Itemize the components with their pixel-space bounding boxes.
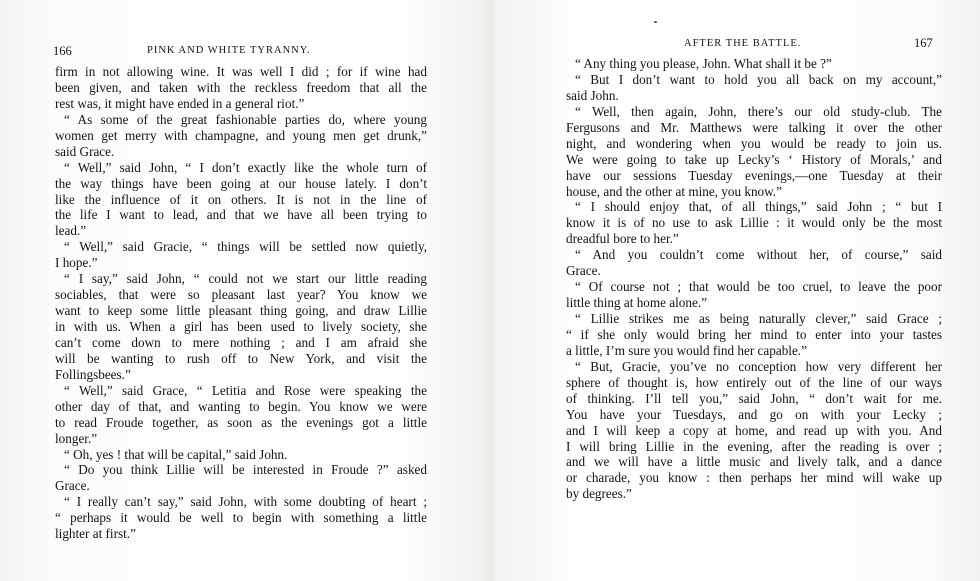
text-line: sphere of thought is, how entirely out of the line of our ways: [566, 374, 942, 390]
text-line: “ And you couldn’t come without her, of course,” said: [575, 247, 942, 263]
text-line: “ Well,” said John, “ I don’t exactly like the whole turn of: [64, 159, 427, 175]
text-line: “ Well,” said Grace, “ Letitia and Rose were speaking the: [64, 382, 427, 398]
text-line: “ Of course not ; that would be too cruel, to leave the poor: [575, 279, 942, 295]
running-head: PINK AND WHITE TYRANNY.: [147, 45, 311, 56]
text-line: lighter at first.”: [55, 526, 136, 542]
text-line: have our sessions Tuesday evenings,—one Tuesday at their: [566, 167, 942, 183]
page-number: 166: [53, 44, 72, 58]
text-line: want to keep some little pleasant thing going, and draw Lillie: [55, 303, 427, 319]
text-line: We were going to take up Lecky’s ‘ History of Morals,’ and: [566, 151, 942, 167]
text-line: and I will keep a copy at home, and read up with you. And: [566, 422, 942, 438]
text-line: the way things have been going at our house lately. I don’t: [55, 175, 427, 191]
text-line: can’t come down to mere nothing ; and I am afraid she: [55, 334, 427, 350]
text-line: “ I really can’t say,” said John, with some doubting of heart ;: [64, 494, 427, 510]
print-speck: [654, 21, 657, 23]
text-line: a little, I’m sure you would find her capable.”: [566, 342, 807, 358]
text-line: and we will have a little music and lively talk, and a dance: [566, 454, 942, 470]
text-line: Fergusons and Mr. Matthews were talking it over the other: [566, 119, 942, 135]
text-line: I hope.”: [55, 255, 98, 271]
text-line: “ I should enjoy that, of all things,” said John ; “ but I: [575, 199, 942, 215]
text-line: by degrees.”: [566, 486, 632, 502]
text-line: said John.: [566, 87, 619, 103]
text-line: “ Oh, yes ! that will be capital,” said John.: [64, 446, 288, 462]
text-line: “ Do you think Lillie will be interested in Froude ?” asked: [64, 462, 427, 478]
text-line: to read Froude together, as soon as the evenings got a little: [55, 414, 427, 430]
text-line: will be wanting to rush off to New York, and visit the: [55, 350, 427, 366]
text-line: firm in not allowing wine. It was well I did ; for if wine had: [55, 64, 427, 79]
text-line: I will bring Lillie in the evening, after the reading is over ;: [566, 438, 942, 454]
text-line: “ Well,” said Gracie, “ things will be settled now quietly,: [64, 239, 427, 255]
text-line: women get merry with champagne, and young men get drunk,”: [55, 127, 427, 143]
text-line: “ Lillie strikes me as being naturally clever,” said Grace ;: [575, 311, 942, 326]
text-line: “ perhaps it would be well to begin with something a little: [55, 510, 427, 526]
text-line: house, and the other at mine, you know.”: [566, 183, 782, 199]
page-body: [566, 56, 942, 502]
text-line: Grace.: [566, 263, 601, 279]
text-line: “ if she only would bring her mind to enter into your tastes: [566, 326, 942, 342]
text-line: like the influence of it on others. It is not in the line of: [55, 191, 427, 207]
text-line: “ But, Gracie, you’ve no conception how very different her: [575, 358, 942, 374]
text-line: lead.”: [55, 223, 87, 239]
text-line: know it is of no use to ask Lillie : it would only be the most: [566, 215, 942, 231]
text-line: “ But I don’t want to hold you all back on my account,”: [575, 71, 942, 87]
text-line: “ As some of the great fashionable parties do, where young: [64, 111, 427, 127]
right-page: [470, 0, 980, 581]
text-line: dreadful bore to her.”: [566, 231, 679, 247]
text-line: of thinking. I’ll tell you,” said John, “ don’t wait for me.: [566, 390, 942, 406]
text-line: night, and wondering when you would be ready to join us.: [566, 135, 942, 151]
text-line: You have your Tuesdays, and go on with your Lecky ;: [566, 406, 942, 422]
text-line: or charade, you know : then perhaps her mind will wake up: [566, 470, 942, 486]
text-line: said Grace.: [55, 143, 115, 159]
text-line: been given, and taken with the reckless freedom that all the: [55, 79, 427, 95]
running-head: AFTER THE BATTLE.: [684, 38, 802, 49]
text-line: rest was, it might have ended in a general riot.”: [55, 95, 305, 111]
text-line: Follingsbees.”: [55, 366, 131, 382]
text-line: “ Well, then again, John, there’s our old study-club. The: [575, 103, 942, 119]
text-line: “ I say,” said John, “ could not we start our little reading: [64, 271, 427, 287]
text-line: “ Any thing you please, John. What shall it be ?”: [575, 56, 832, 71]
page-number: 167: [914, 36, 933, 50]
page-body: [55, 64, 427, 542]
text-line: the life I want to lead, and that we have all been trying to: [55, 207, 427, 223]
text-line: longer.”: [55, 430, 98, 446]
text-line: Grace.: [55, 478, 90, 494]
text-line: sociables, that were so pleasant last year? You know we: [55, 287, 427, 303]
left-page: [0, 0, 470, 581]
text-line: other day of that, and wanting to begin. You know we were: [55, 398, 427, 414]
text-line: little thing at home alone.”: [566, 295, 707, 311]
text-line: in with us. When a girl has been used to lively society, she: [55, 319, 427, 334]
